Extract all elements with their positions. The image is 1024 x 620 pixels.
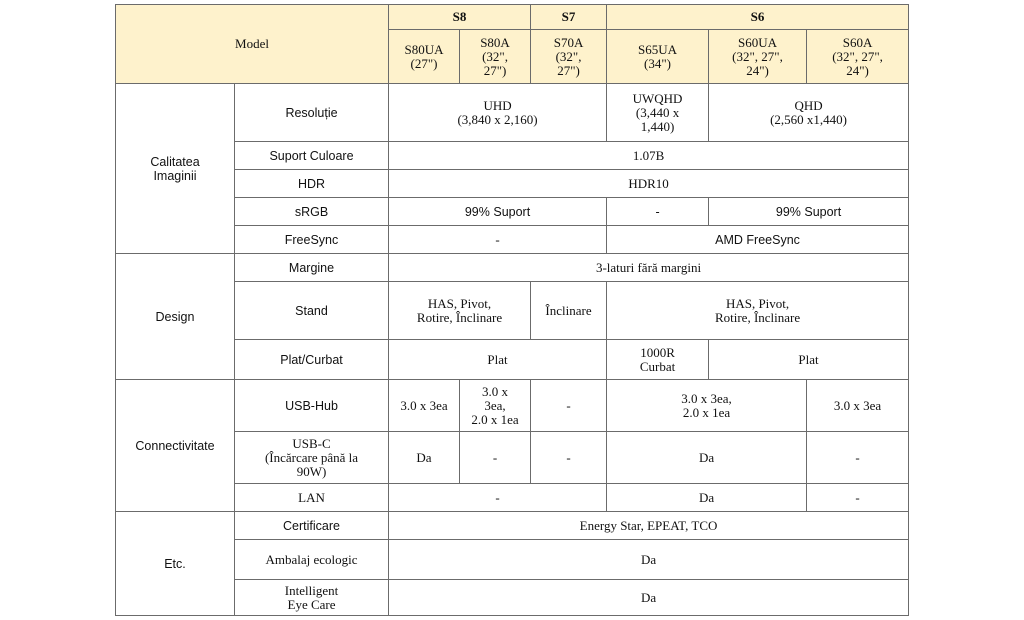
cell-usb-hub-s80ua: 3.0 x 3ea xyxy=(389,380,460,432)
cell-lan-s60a: - xyxy=(807,484,909,512)
section-design: Design xyxy=(116,254,235,380)
cell-stand-s6: HAS, Pivot, Rotire, Înclinare xyxy=(607,282,909,340)
model-s70a-header: S70A (32", 27") xyxy=(531,30,607,84)
cell-usb-c-s65-s60ua: Da xyxy=(607,432,807,484)
section-etc: Etc. xyxy=(116,512,235,616)
row-margine xyxy=(116,254,909,282)
cell-freesync-s6: AMD FreeSync xyxy=(607,226,909,254)
spec-table-wrapper xyxy=(115,4,909,616)
cell-srgb-s60: 99% Suport xyxy=(709,198,909,226)
row-label-suport-culoare: Suport Culoare xyxy=(235,142,389,170)
spec-comparison-table xyxy=(115,4,909,616)
cell-certificare: Energy Star, EPEAT, TCO xyxy=(389,512,909,540)
header-row-groups xyxy=(116,5,909,30)
cell-hdr: HDR10 xyxy=(389,170,909,198)
cell-usb-hub-s60a: 3.0 x 3ea xyxy=(807,380,909,432)
group-s6-header: S6 xyxy=(607,5,909,30)
model-s65ua-header: S65UA (34") xyxy=(607,30,709,84)
model-header: Model xyxy=(116,5,389,84)
cell-lan-s65-s60ua: Da xyxy=(607,484,807,512)
cell-curbat-s65ua: 1000R Curbat xyxy=(607,340,709,380)
model-s60a-header: S60A (32", 27", 24") xyxy=(807,30,909,84)
row-eye-care xyxy=(116,580,909,616)
cell-margine: 3-laturi fără margini xyxy=(389,254,909,282)
cell-stand-s8: HAS, Pivot, Rotire, Înclinare xyxy=(389,282,531,340)
section-connectivitate: Connectivitate xyxy=(116,380,235,512)
cell-freesync-s8-s7: - xyxy=(389,226,607,254)
cell-usb-hub-s80a: 3.0 x 3ea, 2.0 x 1ea xyxy=(460,380,531,432)
row-label-plat-curbat: Plat/Curbat xyxy=(235,340,389,380)
row-label-ambalaj-ecologic: Ambalaj ecologic xyxy=(235,540,389,580)
cell-plat-s8-s7: Plat xyxy=(389,340,607,380)
row-label-usb-c: USB-C (Încărcare până la 90W) xyxy=(235,432,389,484)
row-label-margine: Margine xyxy=(235,254,389,282)
row-label-usb-hub: USB-Hub xyxy=(235,380,389,432)
row-usb-c xyxy=(116,432,909,484)
row-label-eye-care: Intelligent Eye Care xyxy=(235,580,389,616)
cell-usb-hub-s65-s60ua: 3.0 x 3ea, 2.0 x 1ea xyxy=(607,380,807,432)
cell-eye-care: Da xyxy=(389,580,909,616)
row-usb-hub xyxy=(116,380,909,432)
cell-rezolutie-qhd: QHD (2,560 x1,440) xyxy=(709,84,909,142)
row-freesync xyxy=(116,226,909,254)
group-s8-header: S8 xyxy=(389,5,531,30)
cell-suport-culoare: 1.07B xyxy=(389,142,909,170)
row-label-stand: Stand xyxy=(235,282,389,340)
row-stand xyxy=(116,282,909,340)
cell-usb-c-s80a: - xyxy=(460,432,531,484)
model-s80ua-header: S80UA (27") xyxy=(389,30,460,84)
cell-usb-c-s60a: - xyxy=(807,432,909,484)
cell-usb-c-s70a: - xyxy=(531,432,607,484)
cell-srgb-s8-s7: 99% Suport xyxy=(389,198,607,226)
row-label-certificare: Certificare xyxy=(235,512,389,540)
cell-srgb-s65ua: - xyxy=(607,198,709,226)
row-plat-curbat xyxy=(116,340,909,380)
cell-plat-s60: Plat xyxy=(709,340,909,380)
row-label-rezolutie: Resoluție xyxy=(235,84,389,142)
row-lan xyxy=(116,484,909,512)
cell-stand-s7: Înclinare xyxy=(531,282,607,340)
model-s80a-header: S80A (32", 27") xyxy=(460,30,531,84)
row-ambalaj-ecologic xyxy=(116,540,909,580)
row-label-lan: LAN xyxy=(235,484,389,512)
row-label-freesync: FreeSync xyxy=(235,226,389,254)
cell-usb-hub-s70a: - xyxy=(531,380,607,432)
group-s7-header: S7 xyxy=(531,5,607,30)
row-rezolutie xyxy=(116,84,909,142)
row-srgb xyxy=(116,198,909,226)
model-s60ua-header: S60UA (32", 27", 24") xyxy=(709,30,807,84)
cell-usb-c-s80ua: Da xyxy=(389,432,460,484)
row-label-hdr: HDR xyxy=(235,170,389,198)
cell-rezolutie-uwqhd: UWQHD (3,440 x 1,440) xyxy=(607,84,709,142)
row-hdr xyxy=(116,170,909,198)
row-label-srgb: sRGB xyxy=(235,198,389,226)
row-certificare xyxy=(116,512,909,540)
cell-ambalaj-ecologic: Da xyxy=(389,540,909,580)
row-suport-culoare xyxy=(116,142,909,170)
cell-rezolutie-uhd: UHD (3,840 x 2,160) xyxy=(389,84,607,142)
cell-lan-s8-s7: - xyxy=(389,484,607,512)
section-calitatea-imaginii: Calitatea Imaginii xyxy=(116,84,235,254)
